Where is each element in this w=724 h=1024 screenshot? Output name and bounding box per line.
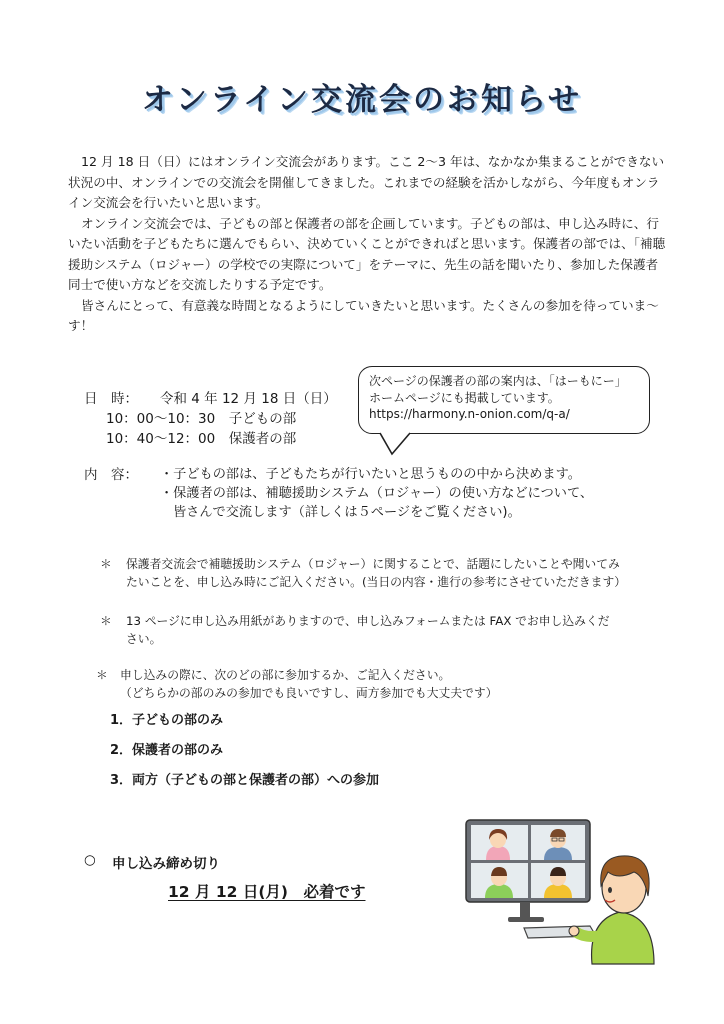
note-2-mark: ＊ bbox=[100, 614, 112, 628]
schedule-slot-parents: 10：40〜12：00 保護者の部 bbox=[106, 431, 297, 447]
content-line-3: 皆さんで交流します（詳しくは５ページをご覧ください)。 bbox=[173, 505, 521, 520]
note-3-line-1: 申し込みの際に、次のどの部に参加するか、ご記入ください。 bbox=[120, 668, 451, 682]
schedule-label: 日 時： bbox=[84, 391, 138, 407]
content-label: 内 容： bbox=[84, 467, 138, 483]
page-title: オンライン交流会のお知らせ bbox=[141, 82, 583, 118]
content-line-2: ・保護者の部は、補聴援助システム（ロジャー）の使い方などについて、 bbox=[160, 486, 594, 501]
intro-paragraph-2: オンライン交流会では、子どもの部と保護者の部を企画しています。子どもの部は、申し込み時に、行いたい活動を子どもたちに選んでもらい、決めていくことができればと思います。保護者の部では、「補聴援助システム（ロジャー）の学校での実際について」をテーマに、先生の話を聞いたり、参加した保護者同士で使い方などを交流したりする予定です。 bbox=[68, 215, 666, 292]
content-line-1: ・子どもの部は、子どもたちが行いたいと思うものの中から決めます。 bbox=[160, 467, 581, 482]
option-both: 3．両方（子どもの部と保護者の部）への参加 bbox=[110, 773, 380, 788]
intro-text bbox=[68, 152, 668, 337]
note-2-line-2: さい。 bbox=[126, 632, 162, 646]
note-2-line-1: 13 ページに申し込み用紙がありますので、申し込みフォームまたは FAX でお申し込みくだ bbox=[126, 614, 610, 628]
note-1-line-2: たいことを、申し込み時にご記入ください。(当日の内容・進行の参考にさせていただきます） bbox=[126, 575, 627, 589]
option-parents-only: 2．保護者の部のみ bbox=[110, 743, 224, 758]
intro-paragraph-3: 皆さんにとって、有意義な時間となるようにしていきたいと思います。たくさんの参加を待っていま〜す！ bbox=[68, 297, 659, 333]
bubble-line-1: 次ページの保護者の部の案内は、「はーもにー」 bbox=[369, 374, 627, 388]
note-1-line-1: 保護者交流会で補聴援助システム（ロジャー）に関することで、話題にしたいことや聞いてみ bbox=[126, 557, 620, 571]
schedule-date: 令和 4 年 12 月 18 日（日） bbox=[160, 391, 337, 407]
deadline-mark: ○ bbox=[84, 852, 96, 868]
info-bubble bbox=[358, 366, 650, 434]
note-3-mark: ＊ bbox=[96, 668, 108, 682]
deadline-date: 12 月 12 日(月) 必着です bbox=[168, 883, 366, 901]
online-meeting-illustration bbox=[458, 816, 658, 966]
option-children-only: 1．子どもの部のみ bbox=[110, 713, 224, 728]
note-3-line-2: （どちらかの部のみの参加でも良いですし、両方参加でも大丈夫です） bbox=[120, 686, 498, 700]
deadline-title: 申し込み締め切り bbox=[112, 856, 220, 872]
note-1-mark: ＊ bbox=[100, 557, 112, 571]
bubble-line-2: ホームページにも掲載しています。 bbox=[369, 390, 560, 405]
homepage-link[interactable]: https://harmony.n-onion.com/q-a/ bbox=[369, 407, 570, 421]
bubble-tail bbox=[376, 430, 416, 458]
intro-paragraph-1: 12 月 18 日（日）にはオンライン交流会があります。ここ 2〜3 年は、なかなか集まることができない状況の中、オンラインでの交流会を開催してきました。これまでの経験を活かしながら、今年度もオンライン交流会を行いたいと思います。 bbox=[68, 154, 665, 210]
schedule-slot-children: 10：00〜10：30 子どもの部 bbox=[106, 411, 297, 427]
